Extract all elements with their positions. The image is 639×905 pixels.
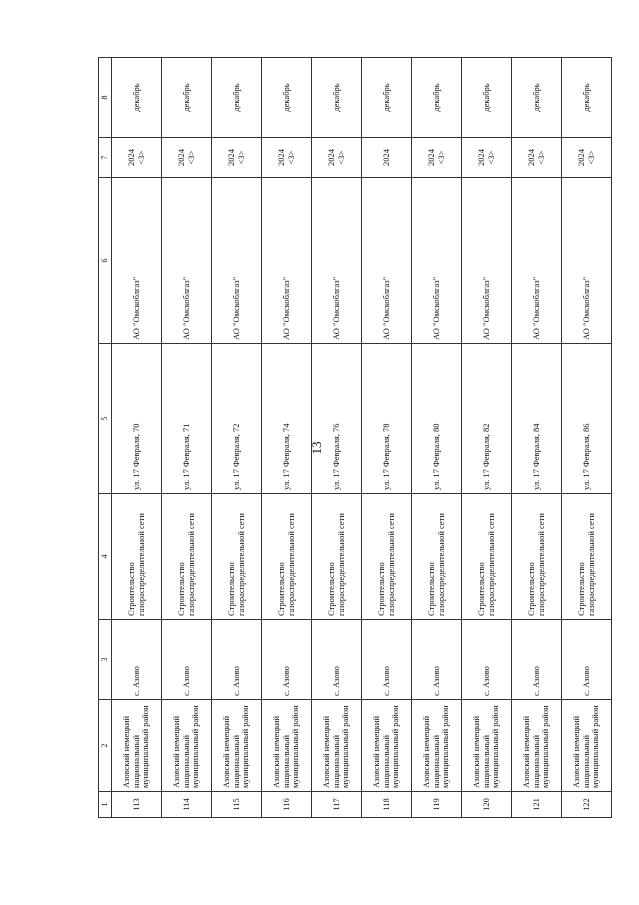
row-number-cell: 118 bbox=[362, 792, 412, 818]
address-cell: ул. 17 Февраля, 80 bbox=[412, 344, 462, 494]
month-cell: декабрь bbox=[112, 58, 162, 138]
year-cell bbox=[412, 138, 462, 178]
month-cell: декабрь bbox=[212, 58, 262, 138]
header-cell: 4 bbox=[99, 494, 112, 620]
organization-cell: АО "Омскоблгаз" bbox=[362, 178, 412, 344]
row-number-cell: 115 bbox=[212, 792, 262, 818]
row-number-cell: 120 bbox=[462, 792, 512, 818]
header-cell: 6 bbox=[99, 178, 112, 344]
year-cell bbox=[512, 138, 562, 178]
district-cell: Азовский немецкий национальный муниципальный район bbox=[162, 700, 212, 792]
locality-cell: с. Азово bbox=[112, 620, 162, 700]
year-value: 2024 bbox=[475, 149, 486, 166]
locality-cell: с. Азово bbox=[262, 620, 312, 700]
year-value: 2024 bbox=[525, 149, 536, 166]
table-row bbox=[262, 58, 312, 818]
year-value: 2024 bbox=[225, 149, 236, 166]
footnote-mark: <3> bbox=[235, 150, 246, 165]
district-cell: Азовский немецкий национальный муниципальный район bbox=[212, 700, 262, 792]
header-cell: 3 bbox=[99, 620, 112, 700]
table-row bbox=[362, 58, 412, 818]
work-type-cell: Строительство газораспределительной сети bbox=[562, 494, 612, 620]
row-number-cell: 113 bbox=[112, 792, 162, 818]
month-cell: декабрь bbox=[512, 58, 562, 138]
footnote-mark: <3> bbox=[135, 150, 146, 165]
header-cell: 1 bbox=[99, 792, 112, 818]
year-cell bbox=[112, 138, 162, 178]
locality-cell: с. Азово bbox=[162, 620, 212, 700]
address-cell: ул. 17 Февраля, 76 bbox=[312, 344, 362, 494]
address-cell: ул. 17 Февраля, 86 bbox=[562, 344, 612, 494]
table-row bbox=[562, 58, 612, 818]
organization-cell: АО "Омскоблгаз" bbox=[462, 178, 512, 344]
table-row bbox=[312, 58, 362, 818]
organization-cell: АО "Омскоблгаз" bbox=[512, 178, 562, 344]
header-cell: 8 bbox=[99, 58, 112, 138]
district-cell: Азовский немецкий национальный муниципальный район bbox=[362, 700, 412, 792]
year-cell bbox=[162, 138, 212, 178]
district-cell: Азовский немецкий национальный муниципальный район bbox=[562, 700, 612, 792]
month-cell: декабрь bbox=[312, 58, 362, 138]
work-type-cell: Строительство газораспределительной сети bbox=[412, 494, 462, 620]
footnote-mark: <3> bbox=[335, 150, 346, 165]
year-cell bbox=[312, 138, 362, 178]
month-cell: декабрь bbox=[562, 58, 612, 138]
year-value: 2024 bbox=[575, 149, 586, 166]
organization-cell: АО "Омскоблгаз" bbox=[412, 178, 462, 344]
year-value: 2024 bbox=[380, 149, 391, 166]
table-row bbox=[462, 58, 512, 818]
address-cell: ул. 17 Февраля, 78 bbox=[362, 344, 412, 494]
month-cell: декабрь bbox=[162, 58, 212, 138]
year-value: 2024 bbox=[125, 149, 136, 166]
table-row bbox=[212, 58, 262, 818]
work-type-cell: Строительство газораспределительной сети bbox=[162, 494, 212, 620]
footnote-mark: <3> bbox=[535, 150, 546, 165]
table-row bbox=[412, 58, 462, 818]
footnote-mark: <3> bbox=[185, 150, 196, 165]
address-cell: ул. 17 Февраля, 84 bbox=[512, 344, 562, 494]
row-number-cell: 121 bbox=[512, 792, 562, 818]
table-row bbox=[112, 58, 162, 818]
district-cell: Азовский немецкий национальный муниципальный район bbox=[462, 700, 512, 792]
row-number-cell: 117 bbox=[312, 792, 362, 818]
locality-cell: с. Азово bbox=[212, 620, 262, 700]
work-type-cell: Строительство газораспределительной сети bbox=[362, 494, 412, 620]
work-type-cell: Строительство газораспределительной сети bbox=[112, 494, 162, 620]
year-cell bbox=[212, 138, 262, 178]
organization-cell: АО "Омскоблгаз" bbox=[562, 178, 612, 344]
district-cell: Азовский немецкий национальный муниципальный район bbox=[512, 700, 562, 792]
year-cell bbox=[562, 138, 612, 178]
locality-cell: с. Азово bbox=[362, 620, 412, 700]
organization-cell: АО "Омскоблгаз" bbox=[162, 178, 212, 344]
year-value: 2024 bbox=[425, 149, 436, 166]
locality-cell: с. Азово bbox=[312, 620, 362, 700]
row-number-cell: 122 bbox=[562, 792, 612, 818]
work-type-cell: Строительство газораспределительной сети bbox=[512, 494, 562, 620]
page-number: 13 bbox=[309, 441, 324, 455]
header-cell: 7 bbox=[99, 138, 112, 178]
locality-cell: с. Азово bbox=[462, 620, 512, 700]
row-number-cell: 114 bbox=[162, 792, 212, 818]
locality-cell: с. Азово bbox=[412, 620, 462, 700]
table-body bbox=[99, 58, 612, 818]
year-value: 2024 bbox=[325, 149, 336, 166]
address-cell: ул. 17 Февраля, 82 bbox=[462, 344, 512, 494]
locality-cell: с. Азово bbox=[512, 620, 562, 700]
document-table-area bbox=[98, 58, 601, 818]
address-cell: ул. 17 Февраля, 72 bbox=[212, 344, 262, 494]
month-cell: декабрь bbox=[412, 58, 462, 138]
header-cell: 2 bbox=[99, 700, 112, 792]
organization-cell: АО "Омскоблгаз" bbox=[262, 178, 312, 344]
address-cell: ул. 17 Февраля, 70 bbox=[112, 344, 162, 494]
year-value: 2024 bbox=[275, 149, 286, 166]
work-type-cell: Строительство газораспределительной сети bbox=[212, 494, 262, 620]
address-cell: ул. 17 Февраля, 71 bbox=[162, 344, 212, 494]
header-cell: 5 bbox=[99, 344, 112, 494]
month-cell: декабрь bbox=[462, 58, 512, 138]
year-cell bbox=[462, 138, 512, 178]
organization-cell: АО "Омскоблгаз" bbox=[112, 178, 162, 344]
district-cell: Азовский немецкий национальный муниципальный район bbox=[412, 700, 462, 792]
footnote-mark: <3> bbox=[285, 150, 296, 165]
district-cell: Азовский немецкий национальный муниципальный район bbox=[312, 700, 362, 792]
row-number-cell: 116 bbox=[262, 792, 312, 818]
document-table bbox=[98, 57, 612, 818]
table-row bbox=[512, 58, 562, 818]
footnote-mark: <3> bbox=[485, 150, 496, 165]
footnote-mark: <3> bbox=[585, 150, 596, 165]
organization-cell: АО "Омскоблгаз" bbox=[212, 178, 262, 344]
row-number-cell: 119 bbox=[412, 792, 462, 818]
work-type-cell: Строительство газораспределительной сети bbox=[262, 494, 312, 620]
year-value: 2024 bbox=[175, 149, 186, 166]
address-cell: ул. 17 Февраля, 74 bbox=[262, 344, 312, 494]
locality-cell: с. Азово bbox=[562, 620, 612, 700]
table-row bbox=[162, 58, 212, 818]
district-cell: Азовский немецкий национальный муниципальный район bbox=[112, 700, 162, 792]
header-row bbox=[99, 58, 112, 818]
month-cell: декабрь bbox=[362, 58, 412, 138]
month-cell: декабрь bbox=[262, 58, 312, 138]
year-cell bbox=[362, 138, 412, 178]
organization-cell: АО "Омскоблгаз" bbox=[312, 178, 362, 344]
work-type-cell: Строительство газораспределительной сети bbox=[312, 494, 362, 620]
district-cell: Азовский немецкий национальный муниципальный район bbox=[262, 700, 312, 792]
year-cell bbox=[262, 138, 312, 178]
work-type-cell: Строительство газораспределительной сети bbox=[462, 494, 512, 620]
footnote-mark: <3> bbox=[435, 150, 446, 165]
